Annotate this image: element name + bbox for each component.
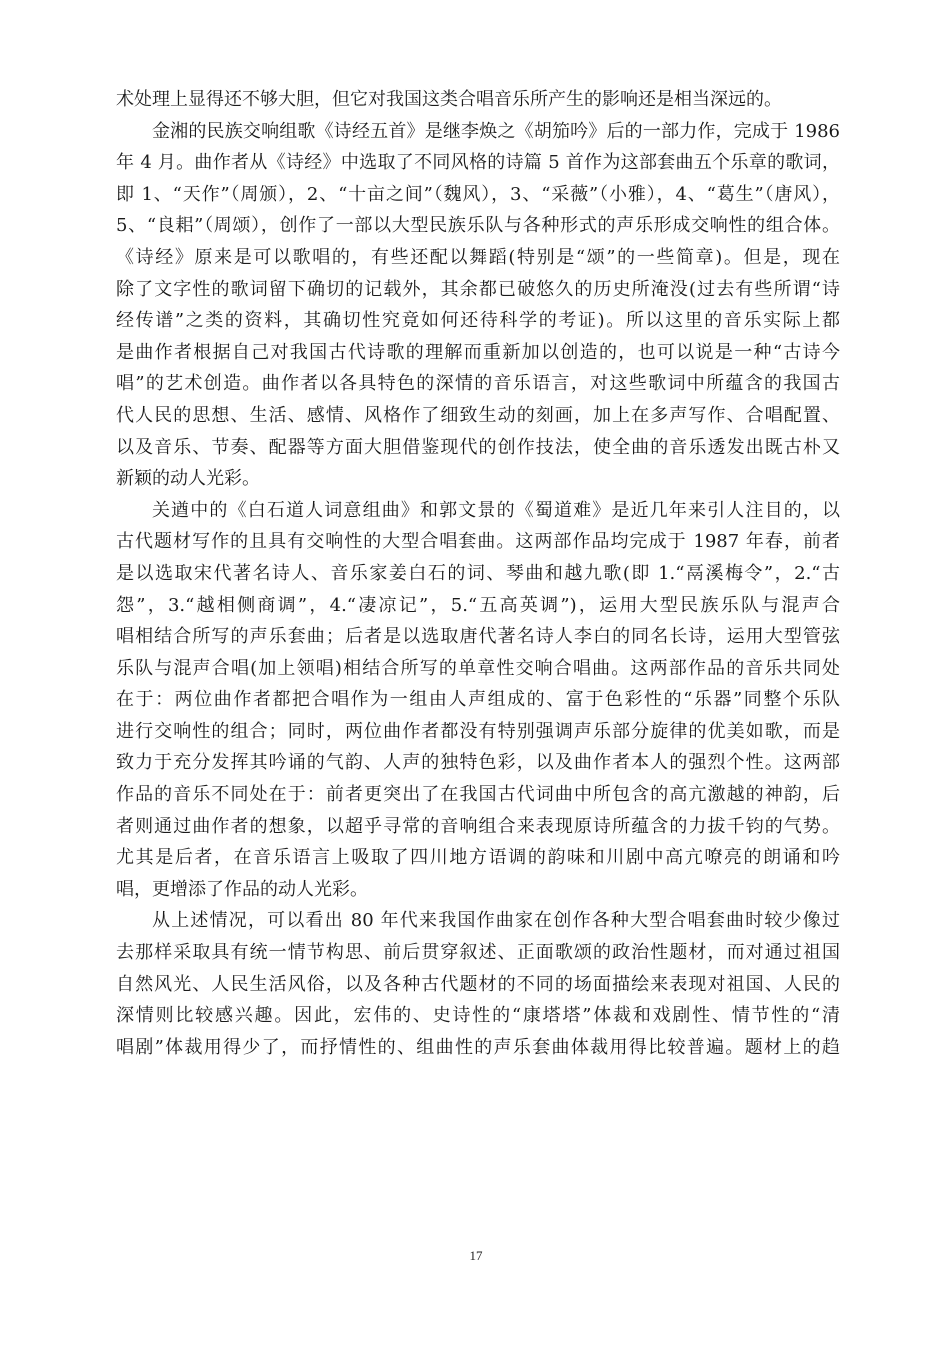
text-line: 唱，更增添了作品的动人光彩。 — [116, 878, 368, 900]
text-line: 《诗经》原来是可以歌唱的，有些还配以舞蹈(特别是“颂”的一些简章)。但是，现在 — [116, 246, 840, 268]
text-line: 进行交响性的组合；同时，两位曲作者都没有特别强调声乐部分旋律的优美如歌，而是 — [116, 720, 840, 742]
text-line: 年 4 月。曲作者从《诗经》中选取了不同风格的诗篇 5 首作为这部套曲五个乐章的歌词， — [116, 152, 840, 174]
text-line: 乐队与混声合唱(加上领唱)相结合所写的单章性交响合唱曲。这两部作品的音乐共同处 — [116, 657, 840, 679]
text-line: 唱相结合所写的声乐套曲；后者是以选取唐代著名诗人李白的同名长诗，运用大型管弦 — [116, 626, 840, 648]
text-line: 术处理上显得还不够大胆，但它对我国这类合唱音乐所产生的影响还是相当深远的。 — [116, 89, 782, 110]
text-line: 尤其是后者，在音乐语言上吸取了四川地方语调的韵味和川剧中高亢嘹亮的朗诵和吟 — [116, 847, 840, 869]
text-line: 是曲作者根据自己对我国古代诗歌的理解而重新加以创造的，也可以说是一种“古诗今 — [116, 341, 840, 363]
text-line: 怨”，3.“越相侧商调”，4.“凄凉记”，5.“五高英调”)，运用大型民族乐队与混声合 — [116, 594, 840, 616]
text-line: 在于：两位曲作者都把合唱作为一组由人声组成的、富于色彩性的“乐器”同整个乐队 — [116, 689, 840, 711]
text-line: 深情则比较感兴趣。因此，宏伟的、史诗性的“康塔塔”体裁和戏剧性、情节性的“清 — [116, 1005, 840, 1027]
text-line: 关遒中的《白石道人词意组曲》和郭文景的《蜀道难》是近几年来引人注目的，以 — [152, 499, 840, 521]
text-line: 即 1、“天作”（周颁），2、“十亩之间”（魏风），3、“采薇”（小雅），4、“葛生”（唐风）， — [116, 183, 840, 205]
text-line: 者则通过曲作者的想象，以超乎寻常的音响组合来表现原诗所蕴含的力拔千钧的气势。 — [116, 815, 840, 837]
text-line: 5、“良耜”（周颂），创作了一部以大型民族乐队与各种形式的声乐形成交响性的组合体。 — [116, 215, 840, 237]
text-line: 经传谱”之类的资料，其确切性究竟如何还待科学的考证)。所以这里的音乐实际上都 — [116, 310, 840, 332]
text-line: 新颖的动人光彩。 — [116, 468, 260, 490]
text-line: 唱”的艺术创造。曲作者以各具特色的深情的音乐语言，对这些歌词中所蕴含的我国古 — [116, 373, 840, 395]
text-line: 致力于充分发挥其吟诵的气韵、人声的独特色彩，以及曲作者本人的强烈个性。这两部 — [116, 752, 840, 774]
text-line: 代人民的思想、生活、感情、风格作了细致生动的刻画，加上在多声写作、合唱配置、 — [116, 404, 840, 426]
text-line: 去那样采取具有统一情节构思、前后贯穿叙述、正面歌颂的政治性题材，而对通过祖国 — [116, 942, 840, 964]
text-line: 自然风光、人民生活风俗，以及各种古代题材的不同的场面描绘来表现对祖国、人民的 — [116, 973, 840, 995]
text-line: 金湘的民族交响组歌《诗经五首》是继李焕之《胡笳吟》后的一部力作，完成于 1986 — [152, 120, 840, 142]
body-text — [116, 84, 840, 1063]
page-number: 17 — [469, 1248, 483, 1263]
text-line: 作品的音乐不同处在于：前者更突出了在我国古代词曲中所包含的高亢激越的神韵，后 — [116, 784, 840, 806]
text-line: 古代题材写作的且具有交响性的大型合唱套曲。这两部作品均完成于 1987 年春，前者 — [116, 531, 840, 553]
text-line: 从上述情况，可以看出 80 年代来我国作曲家在创作各种大型合唱套曲时较少像过 — [152, 910, 840, 932]
text-line: 唱剧”体裁用得少了，而抒情性的、组曲性的声乐套曲体裁用得比较普遍。题材上的趋 — [116, 1036, 840, 1058]
text-line: 以及音乐、节奏、配器等方面大胆借鉴现代的创作技法，使全曲的音乐透发出既古朴又 — [116, 436, 840, 458]
text-line: 是以选取宋代著名诗人、音乐家姜白石的词、琴曲和越九歌(即 1.“鬲溪梅令”，2.“古 — [116, 562, 840, 584]
text-line: 除了文字性的歌词留下确切的记载外，其余都已破悠久的历史所淹没(过去有些所谓“诗 — [116, 278, 840, 300]
